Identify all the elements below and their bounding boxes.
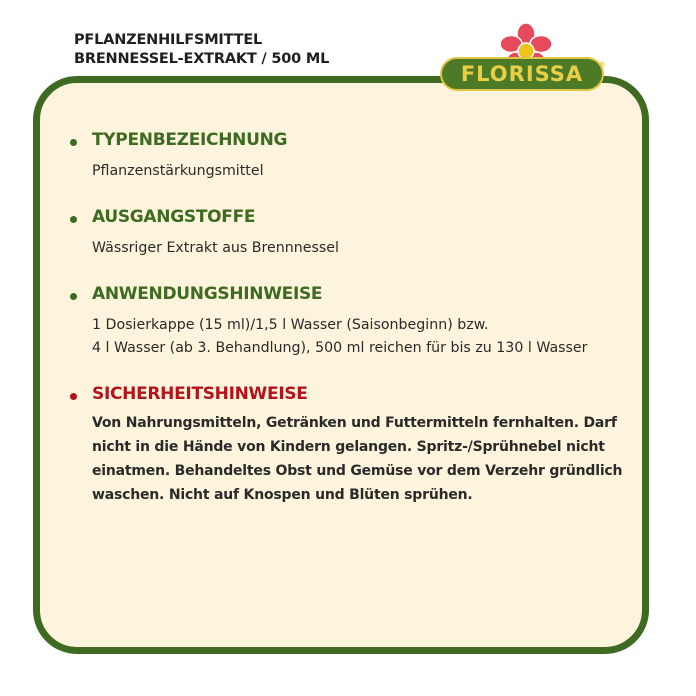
- section-line: Von Nahrungsmitteln, Getränken und Futtermitteln fernhalten. Darf: [92, 415, 617, 431]
- registered-mark: ®: [598, 60, 606, 69]
- bullet-icon: [70, 216, 77, 223]
- section-line: 1 Dosierkappe (15 ml)/1,5 l Wasser (Saisonbeginn) bzw.: [92, 317, 489, 333]
- bullet-icon: [70, 293, 77, 300]
- product-name: BRENNESSEL-EXTRAKT / 500 ML: [74, 51, 330, 67]
- section-title: SICHERHEITSHINWEISE: [92, 384, 308, 404]
- section-line: waschen. Nicht auf Knospen und Blüten sprühen.: [92, 487, 473, 503]
- section-title: AUSGANGSTOFFE: [92, 207, 256, 227]
- brand-logo: FLORISSA: [440, 57, 604, 91]
- bullet-icon: [70, 139, 77, 146]
- section-line: 4 l Wasser (ab 3. Behandlung), 500 ml reichen für bis zu 130 l Wasser: [92, 340, 588, 356]
- product-header: [74, 31, 329, 69]
- section-title: TYPENBEZEICHNUNG: [92, 130, 288, 150]
- section-title: ANWENDUNGSHINWEISE: [92, 284, 323, 304]
- section-body: [92, 237, 612, 260]
- section-line: Pflanzenstärkungsmittel: [92, 163, 264, 179]
- section-body: [92, 411, 623, 507]
- section-line: nicht in die Hände von Kindern gelangen. Spritz-/Sprühnebel nicht: [92, 439, 605, 455]
- section-line: Wässriger Extrakt aus Brennnessel: [92, 240, 339, 256]
- section-body: [92, 314, 612, 360]
- product-category: PFLANZENHILFSMITTEL: [74, 32, 263, 48]
- section-body: [92, 160, 612, 183]
- warning-bullet-icon: [70, 393, 77, 400]
- section-line: einatmen. Behandeltes Obst und Gemüse vor dem Verzehr gründlich: [92, 463, 623, 479]
